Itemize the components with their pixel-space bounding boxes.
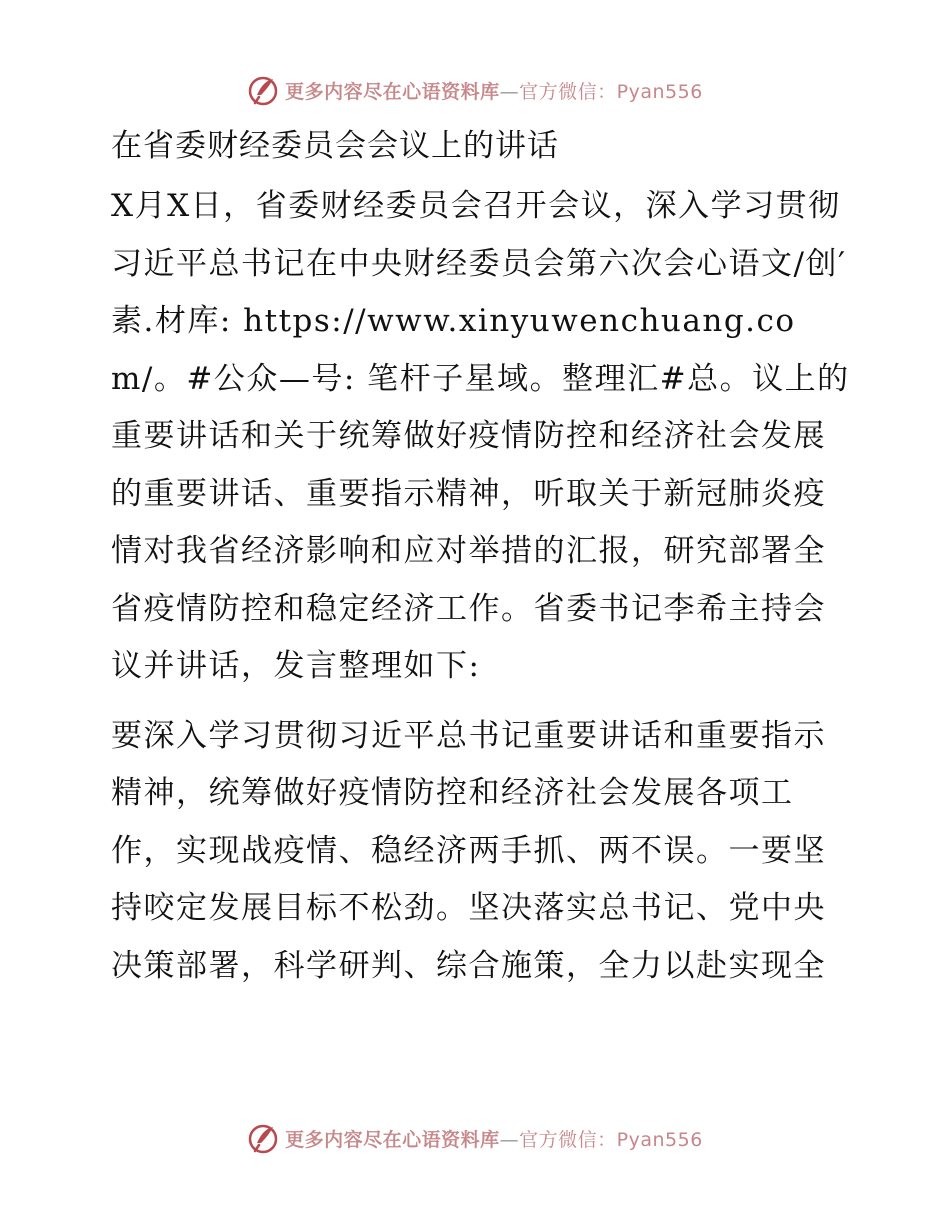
footer-watermark	[0, 1118, 950, 1158]
document-title: 在省委财经委员会会议上的讲话	[111, 128, 559, 164]
header-watermark	[0, 70, 950, 110]
watermark-separator: —	[499, 1128, 520, 1151]
watermark-separator: —	[499, 80, 520, 103]
watermark-main-text: 更多内容尽在心语资料库	[285, 1128, 500, 1151]
watermark-main-text: 更多内容尽在心语资料库	[285, 80, 500, 103]
watermark-contact-text: 官方微信：Pyan556	[519, 80, 703, 103]
watermark-contact-text: 官方微信：Pyan556	[519, 1128, 703, 1151]
paragraph-2: 要深入学习贯彻习近平总书记重要讲话和重要指示精神，统筹做好疫情防控和经济社会发展各项工作，实现战疫情、稳经济两手抓、两不误。一要坚持咬定发展目标不松劲。坚决落实总书记、党中央决策部署，科学研判、综合施策，全力以赴实现全	[111, 717, 826, 984]
document-body	[97, 122, 857, 995]
watermark-logo-icon	[247, 73, 281, 107]
watermark-logo-icon	[247, 1121, 281, 1155]
paragraph-1: X月X日，省委财经委员会召开会议，深入学习贯彻习近平总书记在中央财经委员会第六次会心语文/创′素.材库: https://www.xinyuwenchuang.com/。#公众—号: 笔杆子星域。整理汇#总。议上的重要讲话和关于统筹做好疫情防控和经济社会发展的重要讲话、重要指示精神，听取关于新冠肺炎疫情对我省经济影响和应对举措的汇报，研究部署全省疫情防控和稳定经济工作。省委书记李希主持会议并讲话，发言整理如下:	[111, 188, 850, 684]
